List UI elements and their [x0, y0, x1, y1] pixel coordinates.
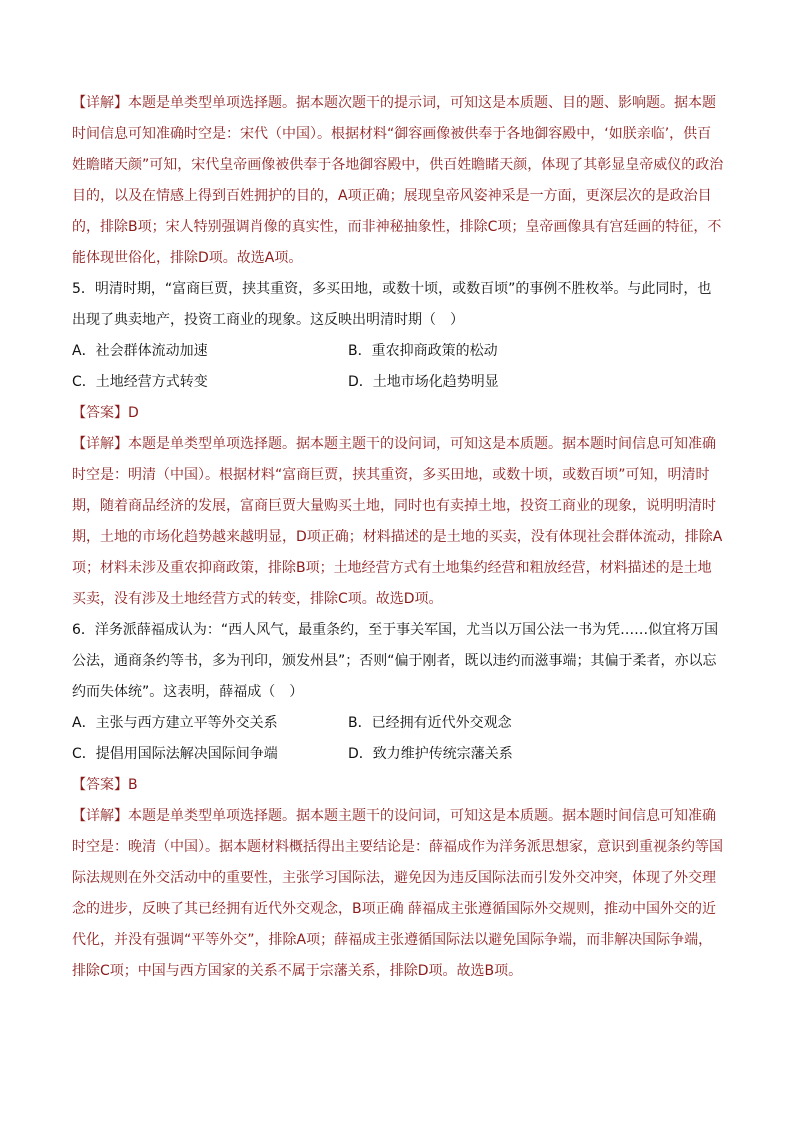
q5-option-a: A．社会群体流动加速 [72, 343, 208, 359]
q4-detail-text: 本题是单类型单项选择题。据本题次题干的提示词，可知这是本质题、目的题、影响题。据本题时间信息可知准确时空是：宋代（中国）。根据材料“御容画像被供奉于各地御容殿中，‘如朕亲临’，供百姓瞻睹天颜”可知，宋代皇帝画像被供奉于各地御容殿中，供百姓瞻睹天颜，体现了其彰显皇帝威仪的政治目的，以及在情感上得到百姓拥护的目的，A项正确；展现皇帝风姿神采是一方面，更深层次的是政治目的，排除B项；宋人特别强调肖像的真实性，而非神秘抽象性，排除C项；皇帝画像具有宫廷画的特征，不能体现世俗化，排除D项。故选A项。 [72, 95, 724, 266]
q6-answer-tag: 【答案】 [72, 777, 128, 793]
q5-detail [72, 429, 724, 615]
q5-stem: 5．明清时期，“富商巨贾，挟其重资，多买田地，或数十顷，或数百顷”的事例不胜枚举。与此同时，也出现了典卖地产，投资工商业的现象。这反映出明清时期（ ） [72, 281, 712, 328]
q6-options [72, 708, 724, 770]
q5-option-d: D．土地市场化趋势明显 [348, 374, 499, 390]
q5-option-b: B．重农抑商政策的松动 [348, 343, 498, 359]
q6-option-a: A．主张与西方建立平等外交关系 [72, 715, 278, 731]
q6-detail-tag: 【详解】 [72, 808, 128, 824]
q5-answer-tag: 【答案】 [72, 405, 128, 421]
q4-detail-tag: 【详解】 [72, 95, 128, 111]
q6-detail [72, 801, 724, 987]
q6-answer [72, 770, 724, 801]
q5-detail-tag: 【详解】 [72, 436, 128, 452]
q6-option-d: D．致力维护传统宗藩关系 [348, 746, 513, 762]
document-content [72, 88, 724, 987]
q4-detail [72, 88, 724, 274]
q5-option-c: C．土地经营方式转变 [72, 374, 208, 390]
q6-answer-value: B [128, 777, 138, 793]
q6-option-c: C．提倡用国际法解决国际间争端 [72, 746, 278, 762]
q5-options [72, 336, 724, 398]
q6-option-b: B．已经拥有近代外交观念 [348, 715, 512, 731]
q5-detail-text: 本题是单类型单项选择题。据本题主题干的设问词，可知这是本质题。据本题时间信息可知准确时空是：明清（中国）。根据材料“富商巨贾，挟其重资，多买田地，或数十顷，或数百顷”可知，明清时期，随着商品经济的发展，富商巨贾大量购买土地，同时也有卖掉土地，投资工商业的现象，说明明清时期，土地的市场化趋势越来越明显，D项正确；材料描述的是土地的买卖，没有体现社会群体流动，排除A项；材料未涉及重农抑商政策，排除B项；土地经营方式有土地集约经营和粗放经营，材料描述的是土地买卖，没有涉及土地经营方式的转变，排除C项。故选D项。 [72, 436, 723, 607]
q6-stem: 6．洋务派薛福成认为：“西人风气，最重条约，至于事关军国，尤当以万国公法一书为凭……似宜将万国公法，通商条约等书，多为刊印，颁发州县”；否则“偏于刚者，既以违约而滋事端；其偏于柔者，亦以忘约而失体统”。这表明，薛福成（ ） [72, 622, 719, 700]
q6-detail-text: 本题是单类型单项选择题。据本题主题干的设问词，可知这是本质题。据本题时间信息可知准确时空是：晚清（中国）。据本题材料概括得出主要结论是：薛福成作为洋务派思想家，意识到重视条约等国际法规则在外交活动中的重要性，主张学习国际法，避免因为违反国际法而引发外交冲突，体现了外交理念的进步，反映了其已经拥有近代外交观念，B项正确 薛福成主张遵循国际外交规则，推动中国外交的近代化，并没有强调“平等外交”，排除A项；薛福成主张遵循国际法以避免国际争端，而非解决国际争端，排除C项；中国与西方国家的关系不属于宗藩关系，排除D项。故选B项。 [72, 808, 723, 979]
q5-answer [72, 398, 724, 429]
q5-answer-value: D [128, 405, 139, 421]
